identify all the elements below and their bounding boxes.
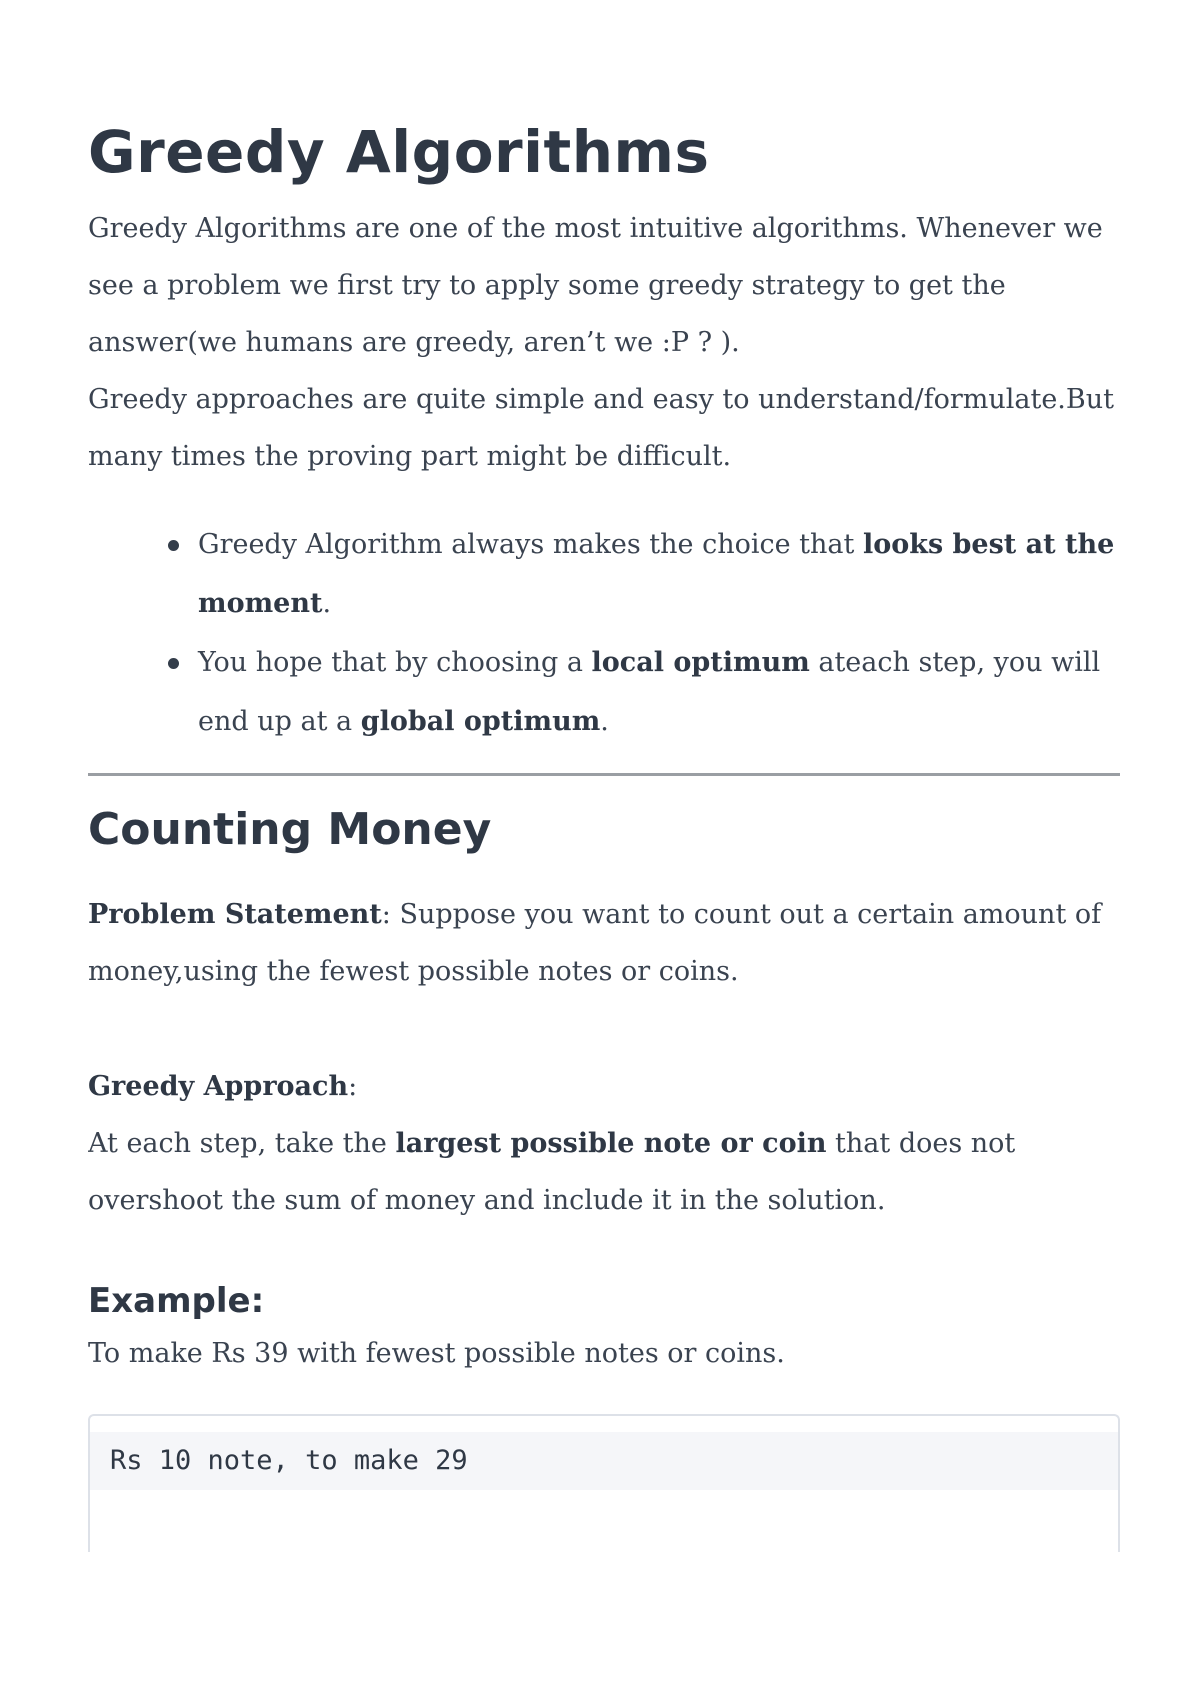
example-text: To make Rs 39 with fewest possible notes or coins. <box>88 1338 785 1369</box>
problem-statement-text: : Suppose you want to count out a certain amount of money,using the fewest possible notes or coins. <box>88 899 1102 987</box>
intro-paragraph-2: Greedy approaches are quite simple and easy to understand/formulate.But many times the proving part might be difficult. <box>88 384 1114 472</box>
approach-text-before: At each step, take the <box>88 1128 396 1159</box>
bullet-icon <box>168 658 179 669</box>
bullet-icon <box>168 540 179 551</box>
list-item-text: . <box>600 706 609 737</box>
greedy-approach-heading <box>88 1058 1120 1115</box>
list-item-bold: local optimum <box>591 647 810 678</box>
list-item-text: ateach step, you will end up at a <box>198 647 1101 737</box>
list-item <box>198 515 1120 633</box>
section-heading: Counting Money <box>88 804 492 855</box>
greedy-approach-text <box>88 1115 1120 1229</box>
list-item-text: You hope that by choosing a <box>198 647 592 678</box>
list-item-text: Greedy Algorithm always makes the choice that <box>198 529 863 560</box>
intro-paragraph-1: Greedy Algorithms are one of the most intuitive algorithms. Whenever we see a problem we first try to apply some greedy strategy to get the answer(we humans are greedy, aren’t we :P ? ). <box>88 213 1103 358</box>
greedy-approach-colon: : <box>348 1071 358 1102</box>
list-item <box>198 633 1120 751</box>
list-item-bold: looks best at the moment <box>198 529 1115 619</box>
document-page <box>88 0 1120 1652</box>
list-item-text: . <box>322 588 332 619</box>
greedy-approach-label: Greedy Approach <box>88 1071 349 1102</box>
example-heading: Example: <box>88 1281 265 1321</box>
code-block <box>88 1414 1120 1552</box>
problem-statement-label: Problem Statement <box>88 899 382 930</box>
approach-text-after: that does not overshoot the sum of money and include it in the solution. <box>88 1128 1016 1216</box>
problem-statement <box>88 886 1120 1000</box>
approach-bold: largest possible note or coin <box>395 1128 827 1159</box>
code-line: Rs 10 note, to make 29 <box>90 1432 1118 1490</box>
key-points-list <box>88 515 1120 751</box>
page-title: Greedy Algorithms <box>88 118 710 186</box>
list-item-bold: global optimum <box>360 706 601 737</box>
section-divider <box>88 773 1120 776</box>
